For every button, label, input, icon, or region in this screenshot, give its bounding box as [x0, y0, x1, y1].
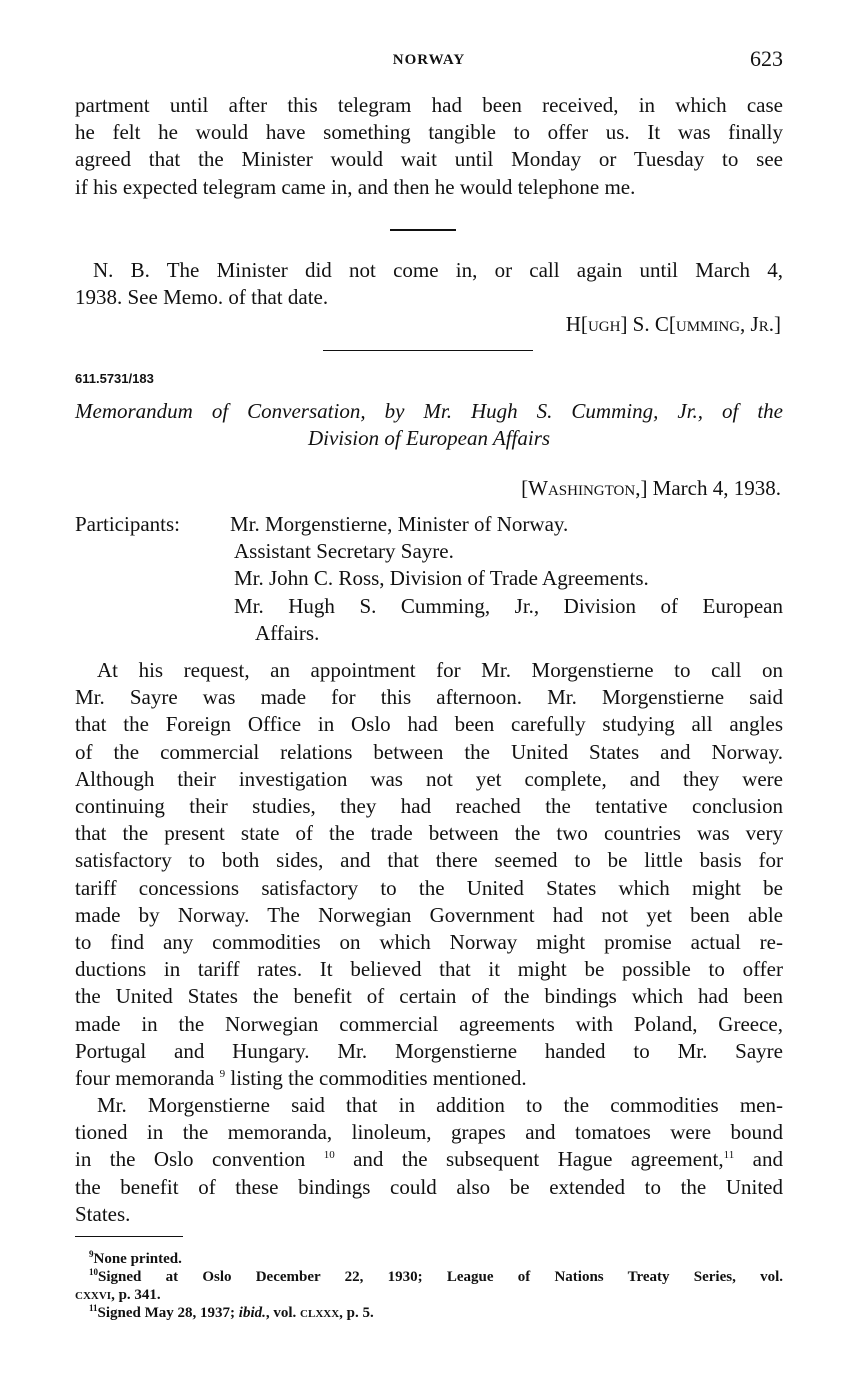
section-divider [390, 229, 456, 231]
participants-list [230, 511, 783, 647]
participant-item: Mr. Morgenstierne, Minister of Norway. [230, 512, 569, 536]
participant-item-continuation: Affairs. [255, 620, 320, 645]
document-title [75, 398, 783, 452]
text-line: continuing their studies, they had reached the tentative conclusion [75, 794, 783, 819]
footnote-ref-11[interactable]: 11 [723, 1149, 735, 1162]
note-signature: H[ugh] S. C[umming, Jr.] [565, 312, 781, 336]
text-line: Mr. Sayre was made for this afternoon. Mr. Morgenstierne said [75, 685, 783, 710]
text-line: At his request, an appointment for Mr. Morgenstierne to call on [97, 658, 783, 682]
running-head: NORWAY [392, 52, 466, 68]
text-line: of the commercial relations between the United States and Norway. [75, 739, 783, 764]
text-line: that the present state of the trade between the two countries was very [75, 821, 783, 846]
text-line: ductions in tariff rates. It believed that it might be possible to offer [75, 957, 783, 982]
footnote-10-continuation: cxxvi, p. 341. [75, 1287, 161, 1303]
text-line: Although their investigation was not yet complete, and they were [75, 766, 783, 791]
dateline: [Washington,] March 4, 1938. [521, 476, 781, 500]
text-line: made in the Norwegian commercial agreements with Poland, Greece, [75, 1011, 783, 1036]
participant-item: Mr. John C. Ross, Division of Trade Agreements. [234, 566, 649, 591]
body-paragraph [75, 1092, 783, 1228]
text-line: the United States the benefit of certain of the bindings which had been [75, 984, 783, 1009]
footnote-10: $^{10}$Signed at Oslo December 22, 1930; League of Nations Treaty Series, vol. [89, 1267, 783, 1285]
footnote-ref-10[interactable]: 10 [323, 1149, 335, 1162]
document-divider [323, 350, 533, 351]
text-line: satisfactory to both sides, and that there seemed to be little basis for [75, 848, 783, 873]
body-paragraph [75, 657, 783, 1092]
text-line: if his expected telegram came in, and then he would telephone me. [75, 174, 636, 199]
title-line: Memorandum of Conversation, by Mr. Hugh S. Cumming, Jr., of the [75, 399, 783, 423]
opening-paragraph [75, 92, 783, 201]
text-line: States. [75, 1201, 131, 1226]
text-line: tioned in the memoranda, linoleum, grapes and tomatoes were bound [75, 1120, 783, 1145]
text-line: Mr. Morgenstierne said that in addition to the commodities men- [97, 1093, 783, 1117]
text-line: the benefit of these bindings could also be extended to the United [75, 1174, 783, 1199]
text-line: N. B. The Minister did not come in, or call again until March 4, [93, 258, 783, 282]
page-number: 623 [750, 46, 783, 71]
text-line: he felt he would have something tangible to offer us. It was finally [75, 120, 783, 145]
page-header [75, 46, 783, 76]
text-line: four memoranda $^9$ listing the commodities mentioned. [75, 1066, 527, 1091]
text-line: agreed that the Minister would wait until Monday or Tuesday to see [75, 147, 783, 172]
footnote-9: $^9$None printed. [89, 1249, 182, 1267]
footnote-ref-9[interactable]: 9 [219, 1068, 226, 1081]
text-line: to find any commodities on which Norway might promise actual re- [75, 930, 783, 955]
text-line: tariff concessions satisfactory to the United States which might be [75, 875, 783, 900]
text-line: that the Foreign Office in Oslo had been carefully studying all angles [75, 712, 783, 737]
participant-item: Mr. Hugh S. Cumming, Jr., Division of European [234, 593, 783, 618]
file-number: 611.5731/183 [75, 371, 154, 386]
text-line: made by Norway. The Norwegian Government had not yet been able [75, 902, 783, 927]
editorial-note [75, 257, 783, 311]
footnote-11: $^{11}$Signed May 28, 1937; ibid., vol. clxxx, p. 5. [89, 1303, 374, 1321]
text-line: in the Oslo convention $^{10}$ and the subsequent Hague agreement,$^{11}$ and [75, 1147, 783, 1172]
footnote-divider [75, 1236, 183, 1237]
text-line: 1938. See Memo. of that date. [75, 285, 329, 310]
participant-item: Assistant Secretary Sayre. [234, 539, 454, 564]
participants-label: Participants: [75, 512, 180, 536]
participants-block [75, 511, 783, 651]
text-line: partment until after this telegram had been received, in which case [75, 93, 783, 117]
footnotes [75, 1250, 783, 1322]
text-line: Portugal and Hungary. Mr. Morgenstierne handed to Mr. Sayre [75, 1038, 783, 1063]
title-line: Division of European Affairs [307, 426, 551, 450]
